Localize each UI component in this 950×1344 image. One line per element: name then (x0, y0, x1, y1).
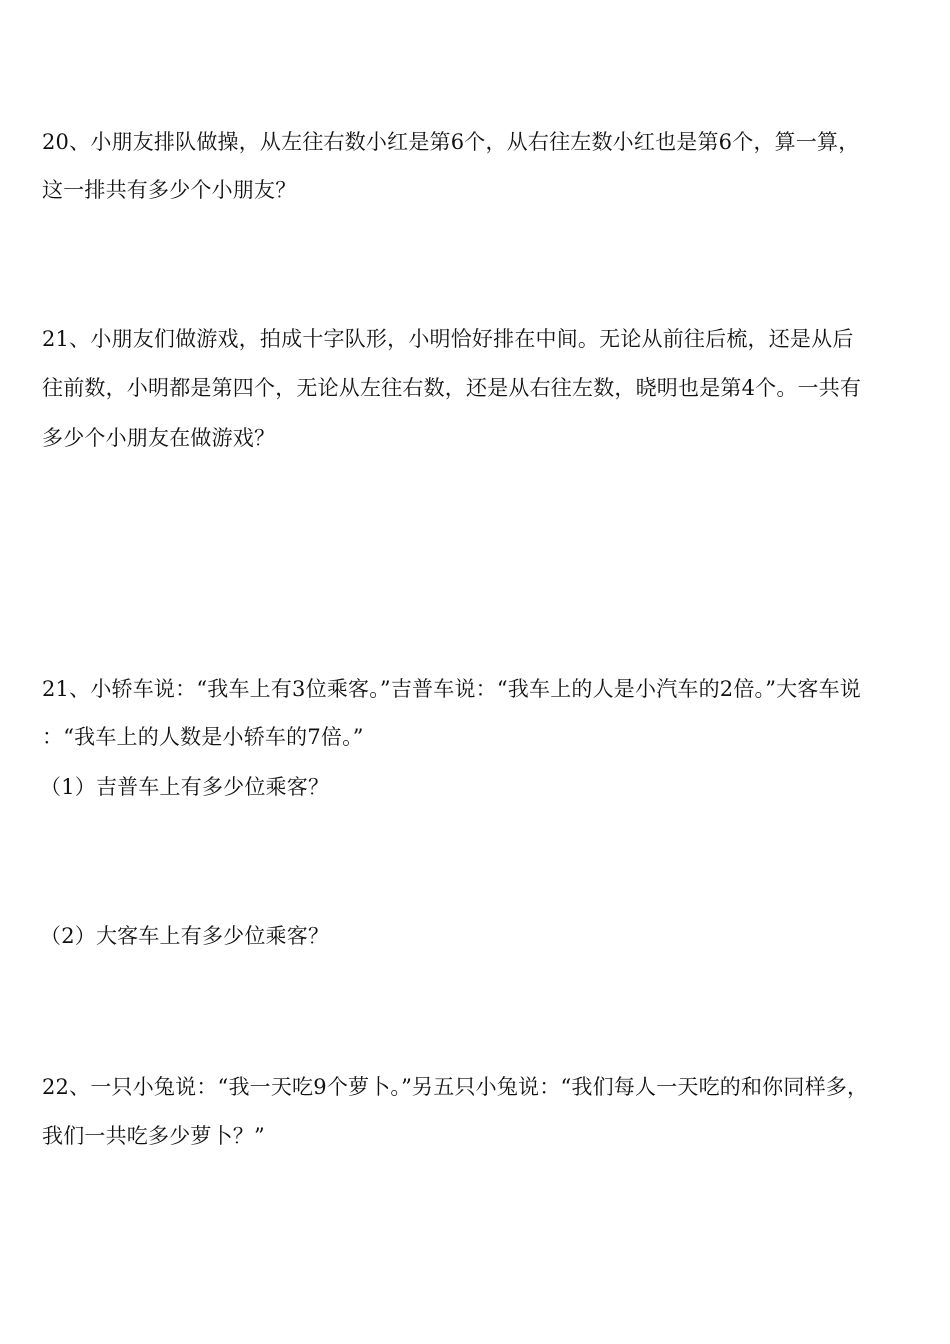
problem-21-cars-line-2: ：“我车上的人数是小轿车的7倍。” (42, 725, 364, 749)
problem-21-game-line-3: 多少个小朋友在做游戏？ (42, 426, 276, 450)
problem-21-cars-line-1: 21、小轿车说：“我车上有3位乘客。”吉普车说：“我车上的人是小汽车的2倍。”大客车说 (42, 677, 861, 701)
problem-20-line-2: 这一排共有多少个小朋友？ (42, 178, 297, 202)
problem-21-game-line-1: 21、小朋友们做游戏，拍成十字队形，小明恰好排在中间。无论从前往后梳，还是从后 (42, 327, 854, 351)
problem-21-cars-question-2: （2）大客车上有多少位乘客？ (40, 924, 330, 948)
problem-22-line-2: 我们一共吃多少萝卜？” (42, 1124, 265, 1148)
problem-21-cars-question-1: （1）吉普车上有多少位乘客？ (40, 775, 330, 799)
problem-22-line-1: 22、一只小兔说：“我一天吃9个萝卜。”另五只小兔说：“我们每人一天吃的和你同样多， (42, 1075, 869, 1099)
problem-20-line-1: 20、小朋友排队做操，从左往右数小红是第6个，从右往左数小红也是第6个，算一算， (42, 130, 860, 154)
problem-21-game-line-2: 往前数，小明都是第四个，无论从左往右数，还是从右往左数，晓明也是第4个。一共有 (42, 376, 862, 400)
